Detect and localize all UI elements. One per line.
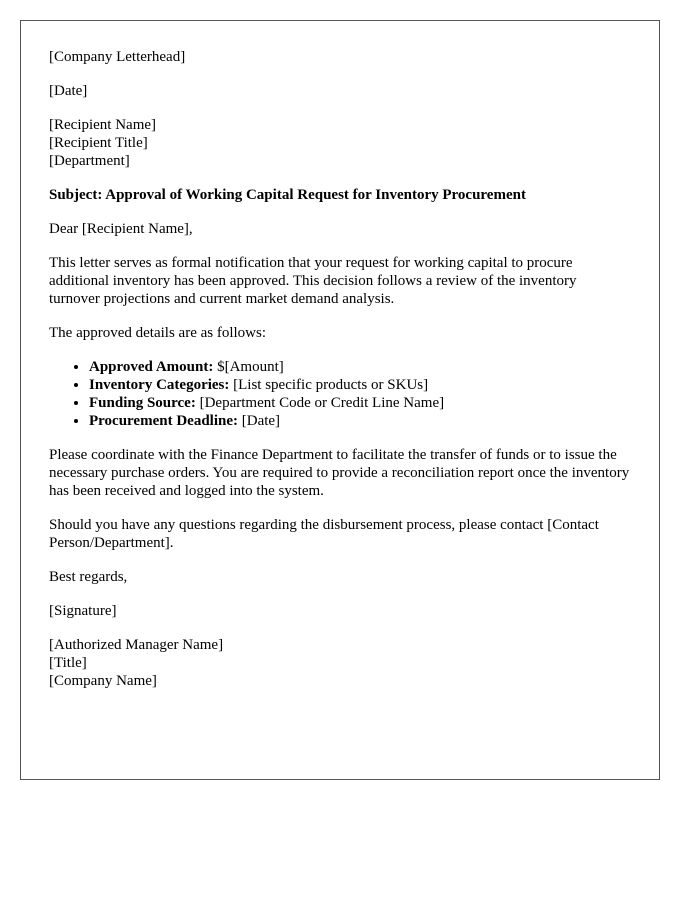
list-item (89, 412, 631, 430)
sender-title: [Title] (49, 655, 87, 671)
letter-subject: Subject: Approval of Working Capital Request for Inventory Procurement (49, 187, 526, 203)
signature: [Signature] (49, 603, 117, 619)
letter-page (20, 20, 660, 780)
detail-label: Procurement Deadline: (89, 413, 238, 429)
details-list (49, 358, 631, 430)
list-item (89, 394, 631, 412)
salutation: Dear [Recipient Name], (49, 221, 193, 237)
detail-value: $[Amount] (213, 359, 284, 375)
sender-name: [Authorized Manager Name] (49, 637, 224, 653)
detail-label: Inventory Categories: (89, 377, 230, 393)
list-item (89, 376, 631, 394)
sender-block (49, 636, 631, 690)
coordination-paragraph: Please coordinate with the Finance Department to facilitate the transfer of funds or to issue the necessary purchase orders. You are required to provide a reconciliation report once the inventory has been received and logged into the system. (49, 447, 630, 499)
letterhead: [Company Letterhead] (49, 49, 186, 65)
detail-label: Funding Source: (89, 395, 196, 411)
questions-paragraph: Should you have any questions regarding the disbursement process, please contact [Contact Person/Department]. (49, 517, 599, 551)
detail-value: [Department Code or Credit Line Name] (195, 395, 445, 411)
recipient-name: [Recipient Name] (49, 117, 157, 133)
detail-value: [Date] (238, 413, 281, 429)
detail-label: Approved Amount: (89, 359, 214, 375)
recipient-title: [Recipient Title] (49, 135, 148, 151)
closing: Best regards, (49, 569, 128, 585)
recipient-department: [Department] (49, 153, 130, 169)
letter-date: [Date] (49, 83, 88, 99)
sender-company: [Company Name] (49, 673, 157, 689)
list-item (89, 358, 631, 376)
detail-value: [List specific products or SKUs] (229, 377, 429, 393)
intro-paragraph: This letter serves as formal notification that your request for working capital to procure additional inventory has been approved. This decision follows a review of the inventory turnover projections and current market demand analysis. (49, 255, 577, 307)
details-intro: The approved details are as follows: (49, 325, 267, 341)
recipient-block (49, 116, 631, 170)
